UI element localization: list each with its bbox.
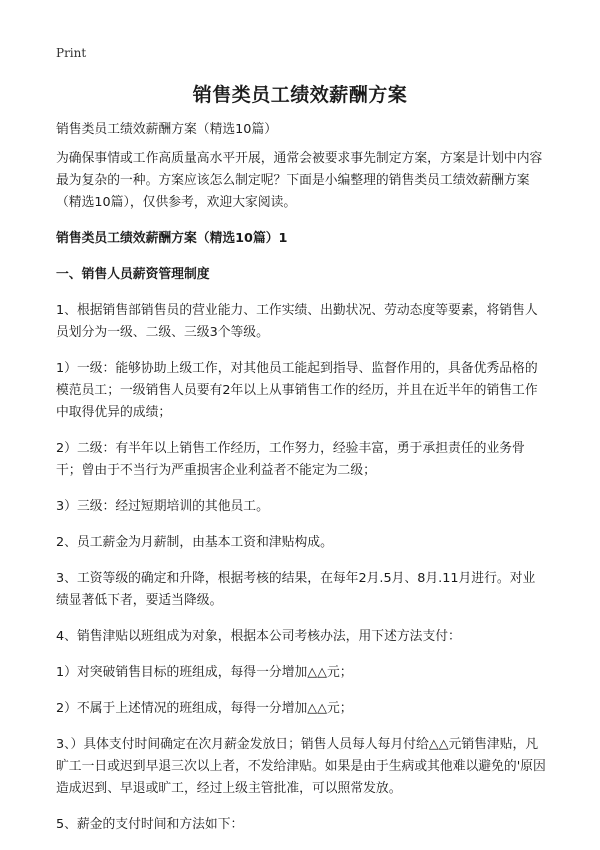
body-paragraph: 1、根据销售部销售员的营业能力、工作实绩、出勤状况、劳动态度等要素，将销售人员划分为一级、二级、三级3个等级。 (56, 303, 538, 340)
body-paragraph: 5、薪金的支付时间和方法如下： (56, 817, 244, 832)
intro-paragraph: 为确保事情或工作高质量高水平开展，通常会被要求事先制定方案，方案是计划中内容最为复杂的一种。方案应该怎么制定呢？下面是小编整理的销售类员工绩效薪酬方案（精选10篇），仅供参考，欢迎大家阅读。 (56, 151, 543, 210)
print-label[interactable]: Print (56, 46, 87, 60)
body-paragraph: 3）三级：经过短期培训的其他员工。 (56, 499, 269, 514)
subsection-heading: 一、销售人员薪资管理制度 (56, 267, 210, 282)
body-paragraph: 2、员工薪金为月薪制，由基本工资和津贴构成。 (56, 535, 333, 550)
body-paragraph: 1）对突破销售目标的班组成，每得一分增加△△元； (56, 665, 353, 680)
section-heading: 销售类员工绩效薪酬方案（精选10篇）1 (56, 231, 288, 246)
body-paragraph: 1）一级：能够协助上级工作，对其他员工能起到指导、监督作用的，具备优秀品格的模范员工；一级销售人员要有2年以上从事销售工作的经历，并且在近半年的销售工作中取得优异的成绩； (56, 361, 538, 420)
document-body (56, 119, 548, 850)
document-title: 销售类员工绩效薪酬方案 (192, 84, 408, 106)
body-paragraph: 3、）具体支付时间确定在次月薪金发放日；销售人员每人每月付给△△元销售津贴，凡旷工一日或迟到早退三次以上者，不发给津贴。如果是由于生病或其他难以避免的'原因造成迟到、早退或旷工，经过上级主管批准，可以照常发放。 (56, 737, 546, 796)
body-paragraph: 2）二级：有半年以上销售工作经历，工作努力，经验丰富，勇于承担责任的业务骨干；曾由于不当行为严重损害企业利益者不能定为二级； (56, 441, 525, 478)
body-paragraph: 3、工资等级的确定和升降，根据考核的结果，在每年2月.5月、8月.11月进行。对业绩显著低下者，要适当降级。 (56, 571, 536, 608)
doc-subtitle: 销售类员工绩效薪酬方案（精选10篇） (56, 122, 278, 137)
body-paragraph: 4、销售津贴以班组成为对象，根据本公司考核办法，用下述方法支付： (56, 629, 461, 644)
body-paragraph: 2）不属于上述情况的班组成，每得一分增加△△元； (56, 701, 353, 716)
